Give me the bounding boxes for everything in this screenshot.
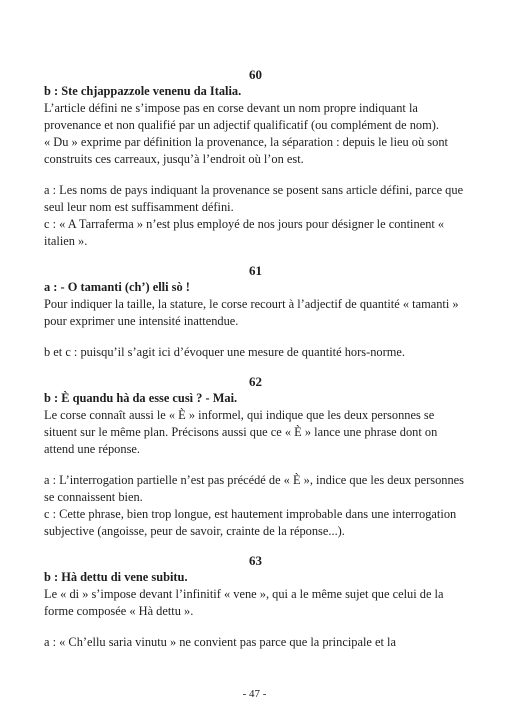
page-content xyxy=(44,66,467,651)
exercise-section-61 xyxy=(44,262,467,361)
note-paragraph: b et c : puisqu’il s’agit ici d’évoquer une mesure de quantité hors-norme. xyxy=(44,345,405,359)
answer-heading: a : - O tamanti (ch’) elli sò ! xyxy=(44,280,190,294)
explanation-paragraph: Le corse connaît aussi le « È » informel, qui indique que les deux personnes se situent sur le même plan. Précisons aussi que ce « È » lance une phrase dont on attend une réponse. xyxy=(44,408,438,456)
exercise-section-62 xyxy=(44,373,467,540)
exercise-number: 63 xyxy=(249,553,262,568)
explanation-paragraph: Pour indiquer la taille, la stature, le corse recourt à l’adjectif de quantité « tamanti » pour exprimer une intensité inattendue. xyxy=(44,297,459,328)
answer-heading: b : Ste chjappazzole venenu da Italia. xyxy=(44,84,242,98)
explanation-paragraph: « Du » exprime par définition la provenance, la séparation : depuis le lieu où sont construits ces carreaux, jusqu’à l’endroit où l’on est. xyxy=(44,135,448,166)
exercise-section-63 xyxy=(44,552,467,651)
exercise-number: 62 xyxy=(249,374,262,389)
note-paragraph: c : Cette phrase, bien trop longue, est hautement improbable dans une interrogation subjective (angoisse, peur de savoir, crainte de la réponse...). xyxy=(44,507,457,538)
explanation-paragraph: Le « di » s’impose devant l’infinitif « vene », qui a le même sujet que celui de la forme composée « Hà dettu ». xyxy=(44,587,444,618)
explanation-paragraph: L’article défini ne s’impose pas en corse devant un nom propre indiquant la provenance et non qualifié par un adjectif qualificatif (ou complément de nom). xyxy=(44,101,439,132)
exercise-number: 61 xyxy=(249,263,262,278)
exercise-number: 60 xyxy=(249,67,262,82)
note-paragraph: a : Les noms de pays indiquant la provenance se posent sans article défini, parce que seul leur nom est suffisamment défini. xyxy=(44,183,464,214)
answer-heading: b : Hà dettu di vene subitu. xyxy=(44,570,188,584)
page-number: - 47 - xyxy=(242,688,267,700)
exercise-section-60 xyxy=(44,66,467,250)
note-paragraph: a : L’interrogation partielle n’est pas précédé de « È », indice que les deux personnes se connaissent bien. xyxy=(44,473,464,504)
note-paragraph: c : « A Tarraferma » n’est plus employé de nos jours pour désigner le continent « italien ». xyxy=(44,217,445,248)
note-paragraph: a : « Ch’ellu saria vinutu » ne convient pas parce que la principale et la xyxy=(44,635,396,649)
answer-heading: b : È quandu hà da esse cusì ? - Mai. xyxy=(44,391,238,405)
